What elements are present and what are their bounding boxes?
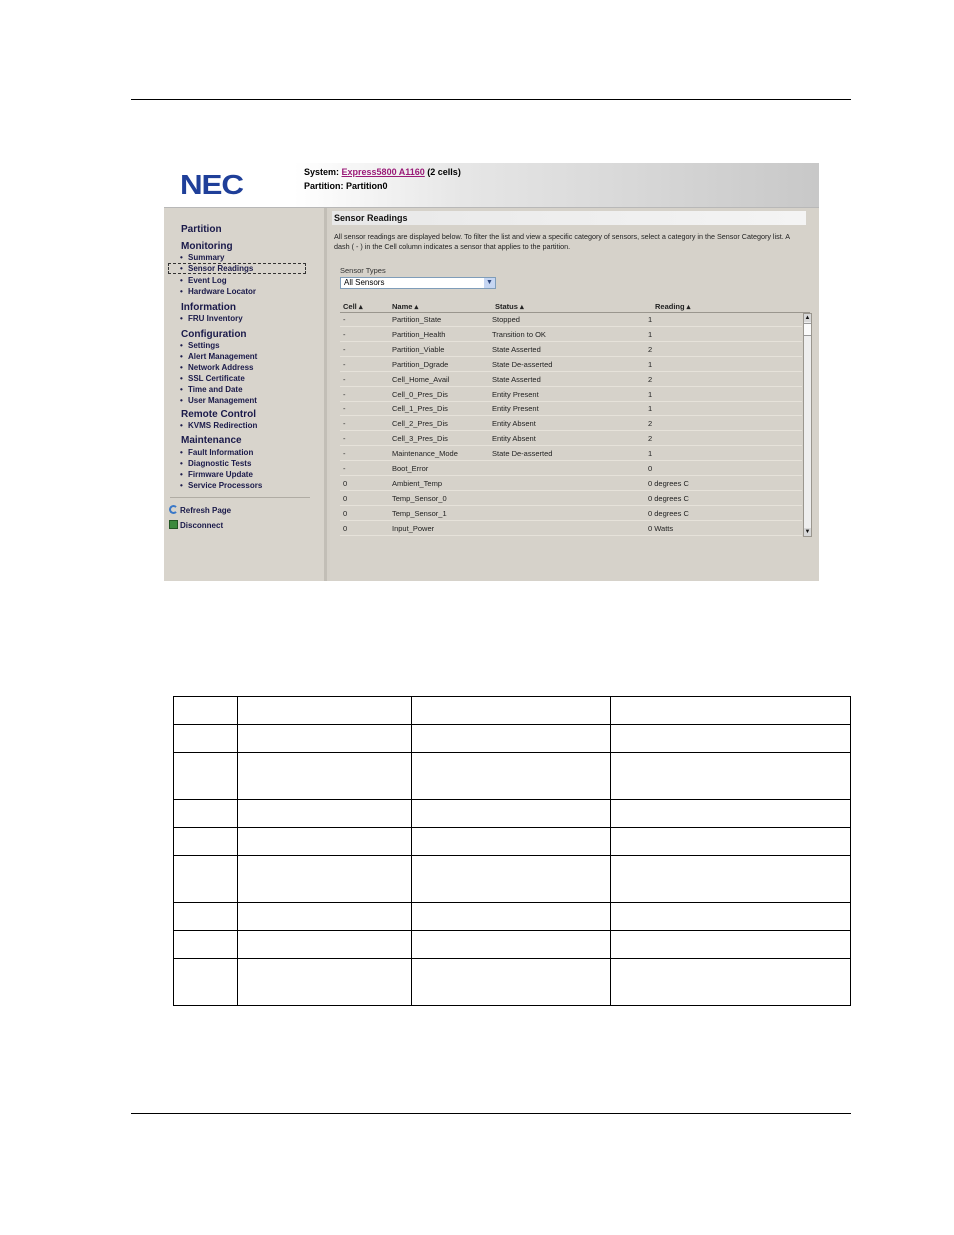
table-row[interactable] xyxy=(340,417,802,431)
nav-section-remote-control: Remote Control xyxy=(181,409,256,420)
table-row[interactable] xyxy=(340,313,802,327)
table-row[interactable] xyxy=(340,492,802,506)
nav-item-settings[interactable]: • Settings xyxy=(180,341,220,350)
table-row[interactable] xyxy=(340,343,802,357)
sensor-status: Entity Present xyxy=(492,404,539,414)
nav-item-summary[interactable]: • Summary xyxy=(180,253,225,262)
nav-item-diagnostic-tests[interactable]: • Diagnostic Tests xyxy=(180,459,252,468)
scroll-thumb[interactable] xyxy=(804,323,811,336)
cell-value: - xyxy=(343,464,346,473)
nav-section-monitoring: Monitoring xyxy=(181,241,233,252)
web-console-screenshot xyxy=(164,163,819,581)
nav-section-partition[interactable]: Partition xyxy=(181,224,222,235)
partition-line xyxy=(304,181,388,191)
table-row[interactable] xyxy=(340,447,802,461)
sensor-types-select[interactable] xyxy=(340,277,496,289)
sensor-name: Partition_State xyxy=(392,315,442,324)
table-row[interactable] xyxy=(340,432,802,446)
sensor-name: Partition_Viable xyxy=(392,344,445,354)
cell-value: - xyxy=(343,404,346,414)
cell-value: - xyxy=(343,449,346,459)
chevron-down-icon[interactable]: ▼ xyxy=(484,278,495,288)
sensor-name: Input_Power xyxy=(392,523,435,533)
sensor-status: State Asserted xyxy=(492,344,541,354)
sensor-name: Cell_3_Pres_Dis xyxy=(392,434,448,444)
column-header-status[interactable]: Status ▴ xyxy=(495,302,524,311)
disconnect-icon xyxy=(169,520,178,529)
cell-value: - xyxy=(343,344,346,354)
table-scrollbar[interactable] xyxy=(803,313,812,537)
cell-value: - xyxy=(343,389,346,399)
sensor-status: State Asserted xyxy=(492,374,541,384)
table-row[interactable] xyxy=(340,358,802,372)
sensor-name: Ambient_Temp xyxy=(392,478,443,488)
sensor-name: Boot_Error xyxy=(392,464,429,473)
sensor-reading: 1 xyxy=(648,389,653,399)
sensor-reading: 0 xyxy=(648,464,653,473)
sensor-reading: 0 Watts xyxy=(648,523,674,533)
scroll-down-icon[interactable]: ▼ xyxy=(804,529,811,535)
sensor-reading: 1 xyxy=(648,449,653,459)
cell-value: 0 xyxy=(343,508,348,518)
nav-item-fru-inventory[interactable]: • FRU Inventory xyxy=(180,314,243,323)
table-row[interactable] xyxy=(340,402,802,416)
table-row[interactable] xyxy=(340,328,802,342)
sensor-status: Stopped xyxy=(492,315,520,324)
sensor-types-value: All Sensors xyxy=(344,278,385,287)
sensor-reading: 1 xyxy=(648,329,653,339)
nav-item-time-and-date[interactable]: • Time and Date xyxy=(180,385,243,394)
sensor-reading: 1 xyxy=(648,404,653,414)
table-row[interactable] xyxy=(340,462,802,476)
sensor-name: Temp_Sensor_0 xyxy=(392,493,447,503)
cell-value: 0 xyxy=(343,493,348,503)
sensor-name: Temp_Sensor_1 xyxy=(392,508,447,518)
nav-item-event-log[interactable]: • Event Log xyxy=(180,276,227,285)
console-header xyxy=(164,163,819,208)
sensor-status: Entity Present xyxy=(492,389,539,399)
cell-value: - xyxy=(343,374,346,384)
sensor-reading: 2 xyxy=(648,344,653,354)
partition-name: Partition0 xyxy=(346,181,388,191)
scroll-up-icon[interactable]: ▲ xyxy=(804,315,811,321)
sensor-name: Maintenance_Mode xyxy=(392,449,458,459)
nav-item-kvms-redirection[interactable]: • KVMS Redirection xyxy=(180,421,258,430)
nav-item-user-management[interactable]: • User Management xyxy=(180,396,257,405)
column-header-name[interactable]: Name ▴ xyxy=(392,302,419,311)
sensor-name: Cell_2_Pres_Dis xyxy=(392,419,448,429)
nav-item-network-address[interactable]: • Network Address xyxy=(180,363,254,372)
cell-value: - xyxy=(343,419,346,429)
sensor-reading: 0 degrees C xyxy=(648,493,689,503)
sensor-name: Cell_1_Pres_Dis xyxy=(392,404,448,414)
blank-table xyxy=(173,696,851,1006)
system-name-link[interactable]: Express5800 A1160 xyxy=(341,167,425,177)
cell-value: - xyxy=(343,359,346,369)
sensor-reading: 1 xyxy=(648,315,653,324)
table-row[interactable] xyxy=(340,522,802,536)
column-header-reading[interactable]: Reading ▴ xyxy=(655,302,691,311)
table-row[interactable] xyxy=(340,388,802,402)
cell-value: 0 xyxy=(343,523,348,533)
panel-description: All sensor readings are displayed below. To filter the list and view a specific category of sensors, select a category in the Sensor Category list. A dash ( - ) in the Cell column indicates a sensor that applies to the partition. xyxy=(334,232,790,251)
sensor-reading: 2 xyxy=(648,419,653,429)
cell-value: - xyxy=(343,315,346,324)
nav-item-ssl-certificate[interactable]: • SSL Certificate xyxy=(180,374,245,383)
refresh-page-link[interactable]: Refresh Page xyxy=(169,505,231,515)
sensor-reading: 2 xyxy=(648,374,653,384)
sensor-reading: 1 xyxy=(648,359,653,369)
disconnect-link[interactable]: Disconnect xyxy=(169,520,223,530)
nav-section-information: Information xyxy=(181,302,236,313)
sensor-status: Entity Absent xyxy=(492,434,536,444)
nav-item-service-processors[interactable]: • Service Processors xyxy=(180,481,263,490)
cell-value: - xyxy=(343,329,346,339)
table-row[interactable] xyxy=(340,373,802,387)
sensor-reading: 0 degrees C xyxy=(648,508,689,518)
partition-label: Partition: xyxy=(304,181,344,191)
sensor-name: Cell_0_Pres_Dis xyxy=(392,389,448,399)
cell-value: - xyxy=(343,434,346,444)
sidebar xyxy=(164,208,327,581)
table-row[interactable] xyxy=(340,477,802,491)
sidebar-divider xyxy=(170,497,310,498)
sensor-reading: 2 xyxy=(648,434,653,444)
sensor-status: Entity Absent xyxy=(492,419,536,429)
nav-item-firmware-update[interactable]: • Firmware Update xyxy=(180,470,253,479)
system-label: System: xyxy=(304,167,340,177)
nav-item-fault-information[interactable]: • Fault Information xyxy=(180,448,254,457)
table-row[interactable] xyxy=(340,507,802,521)
sensor-reading: 0 degrees C xyxy=(648,478,689,488)
system-cells: (2 cells) xyxy=(427,167,461,177)
header-rule xyxy=(131,99,851,100)
main-panel xyxy=(330,208,819,581)
system-line xyxy=(304,167,461,177)
nav-section-maintenance: Maintenance xyxy=(181,435,242,446)
sensor-status: Transition to OK xyxy=(492,329,546,339)
panel-title: Sensor Readings xyxy=(332,211,806,225)
sensor-name: Partition_Dgrade xyxy=(392,359,449,369)
column-header-cell[interactable]: Cell ▴ xyxy=(343,302,363,311)
nav-item-hardware-locator[interactable]: • Hardware Locator xyxy=(180,287,257,296)
nav-item-alert-management[interactable]: • Alert Management xyxy=(180,352,258,361)
table-header xyxy=(340,300,810,313)
nec-logo: NEC xyxy=(180,169,243,200)
refresh-icon xyxy=(169,505,178,514)
cell-value: 0 xyxy=(343,478,348,488)
sensor-types-label: Sensor Types xyxy=(340,266,386,275)
sensor-status: State De-asserted xyxy=(492,449,553,459)
footer-rule xyxy=(131,1113,851,1114)
sensor-name: Cell_Home_Avail xyxy=(392,374,450,384)
nav-section-configuration: Configuration xyxy=(181,329,247,340)
sensor-name: Partition_Health xyxy=(392,329,446,339)
nav-item-sensor-readings[interactable]: • Sensor Readings xyxy=(168,263,306,274)
sensor-status: State De-asserted xyxy=(492,359,553,369)
